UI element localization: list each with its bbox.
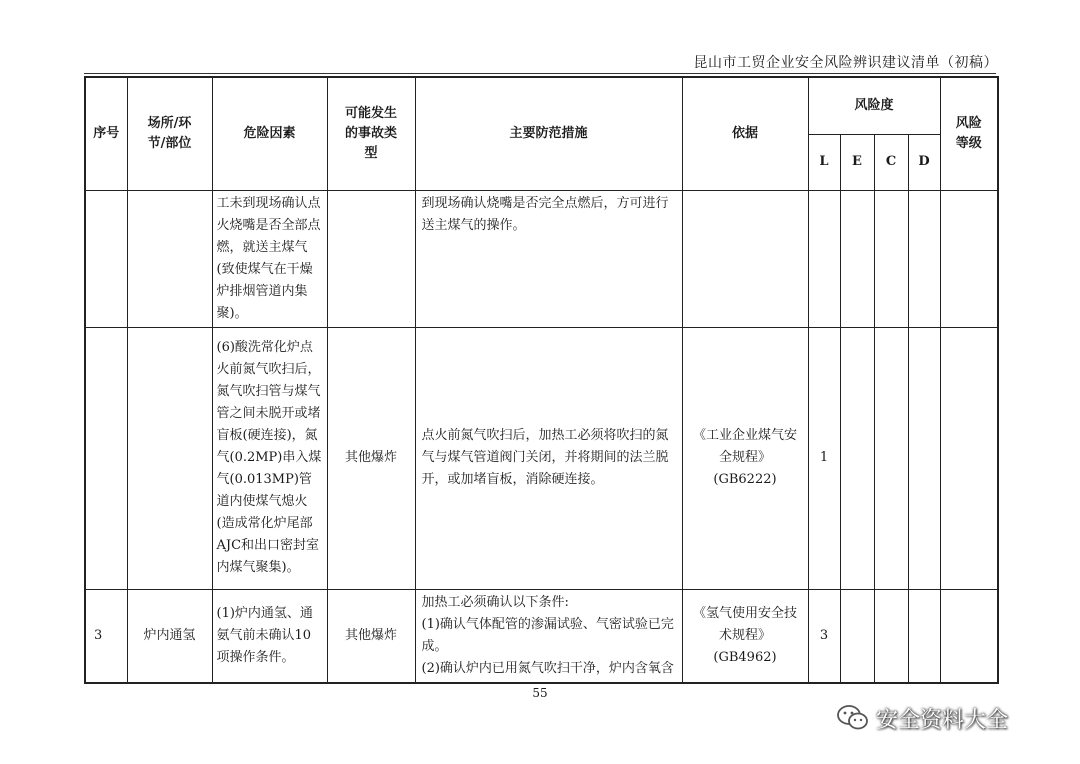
watermark: [836, 702, 1008, 734]
cell-E: [840, 589, 874, 683]
cell-hazard: (6)酸洗常化炉点火前氮气吹扫后，氮气吹扫管与煤气管之间未脱开或堵盲板(硬连接)，氮气(0.2MP)串入煤气(0.013MP)管道内使煤气熄火(造成常化炉尾部AJC和出口密封室内煤气聚集)。: [212, 327, 327, 589]
cell-D: [908, 190, 940, 327]
header-risk-level: 风险等级: [940, 77, 998, 190]
risk-table: [84, 76, 999, 684]
cell-seq: [85, 327, 127, 589]
cell-risk-level: [940, 589, 998, 683]
cell-E: [840, 190, 874, 327]
cell-location: [127, 327, 212, 589]
cell-accident-type: [327, 190, 415, 327]
wechat-icon: [836, 704, 870, 732]
cell-C: [874, 327, 908, 589]
header-seq: 序号: [85, 77, 127, 190]
cell-C: [874, 589, 908, 683]
cell-L: 1: [808, 327, 840, 589]
header-L: L: [808, 134, 840, 190]
header-accident-type: 可能发生的事故类型: [327, 77, 415, 190]
table-row: [85, 190, 998, 327]
cell-E: [840, 327, 874, 589]
header-measures: 主要防范措施: [415, 77, 682, 190]
cell-location: [127, 190, 212, 327]
cell-L: [808, 190, 840, 327]
page-number: 55: [532, 686, 548, 700]
header-E: E: [840, 134, 874, 190]
table-row: [85, 327, 998, 589]
cell-measures: 点火前氮气吹扫后，加热工必须将吹扫的氮气与煤气管道阀门关闭，并将期间的法兰脱开，或加堵盲板，消除硬连接。: [415, 327, 682, 589]
cell-accident-type: 其他爆炸: [327, 589, 415, 683]
measure-line: 加热工必须确认以下条件:: [421, 594, 569, 610]
cell-location: 炉内通氢: [127, 589, 212, 683]
cell-L: 3: [808, 589, 840, 683]
document-title: 昆山市工贸企业安全风险辨识建议清单（初稿）: [693, 55, 998, 71]
measure-line: (2)确认炉内已用氮气吹扫干净，炉内含氧含: [421, 660, 674, 676]
cell-basis: [682, 190, 808, 327]
table-row: [85, 589, 998, 683]
cell-risk-level: [940, 327, 998, 589]
cell-hazard: 工未到现场确认点火烧嘴是否全部点燃，就送主煤气(致使煤气在干燥炉排烟管道内集聚)。: [212, 190, 327, 327]
cell-D: [908, 589, 940, 683]
cell-risk-level: [940, 190, 998, 327]
measure-line: (1)确认气体配管的渗漏试验、气密试验已完成。: [421, 616, 674, 654]
header-D: D: [908, 134, 940, 190]
cell-measures: [415, 589, 682, 683]
cell-seq: [85, 190, 127, 327]
cell-basis: 《工业企业煤气安全规程》(GB6222): [682, 327, 808, 589]
watermark-text: 安全资料大全: [876, 707, 1009, 733]
header-risk-degree: 风险度: [808, 77, 940, 134]
cell-measures: 到现场确认烧嘴是否完全点燃后，方可进行送主煤气的操作。: [415, 190, 682, 327]
header-location: 场所/环节/部位: [127, 77, 212, 190]
header-rule: [84, 73, 996, 74]
cell-D: [908, 327, 940, 589]
cell-C: [874, 190, 908, 327]
cell-accident-type: 其他爆炸: [327, 327, 415, 589]
header-C: C: [874, 134, 908, 190]
header-hazard: 危险因素: [212, 77, 327, 190]
header-basis: 依据: [682, 77, 808, 190]
cell-seq: 3: [85, 589, 127, 683]
cell-hazard: (1)炉内通氢、通氨气前未确认10项操作条件。: [212, 589, 327, 683]
cell-basis: 《氢气使用安全技术规程》(GB4962): [682, 589, 808, 683]
